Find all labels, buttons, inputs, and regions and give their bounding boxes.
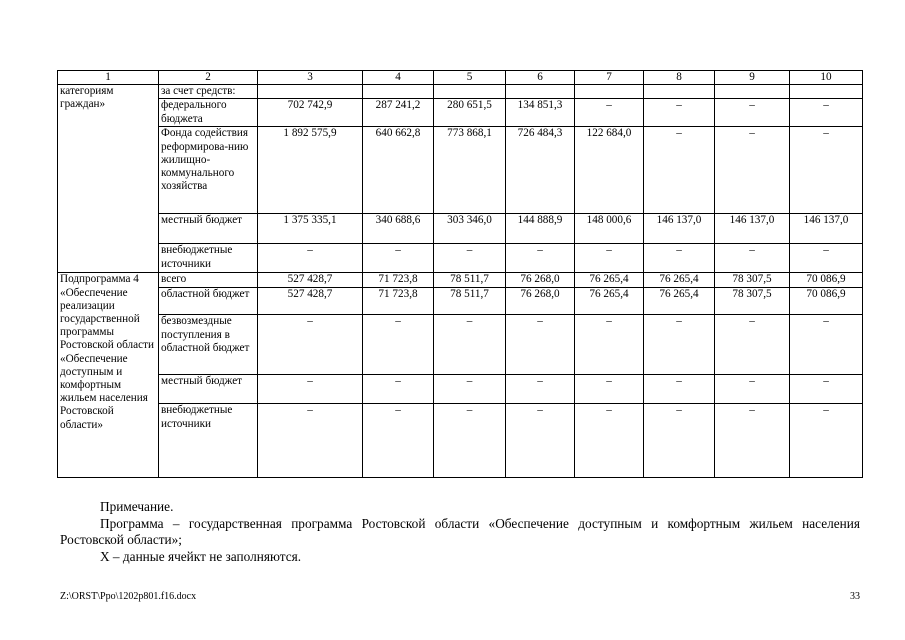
value-cell: –: [575, 315, 644, 375]
value-cell: –: [715, 127, 790, 214]
table-row: [58, 375, 863, 404]
page-number: 33: [850, 591, 860, 602]
value-cell: –: [790, 404, 863, 478]
value-cell: 78 511,7: [434, 273, 506, 288]
header-cell: 5: [434, 71, 506, 85]
value-cell: –: [644, 99, 715, 127]
note-x: Х – данные ячейкт не заполняются.: [100, 549, 302, 564]
value-cell: 134 851,3: [506, 99, 575, 127]
value-cell: –: [715, 375, 790, 404]
table-row: [58, 127, 863, 214]
value-cell: [434, 85, 506, 99]
value-cell: 340 688,6: [363, 214, 434, 244]
value-cell: 122 684,0: [575, 127, 644, 214]
table-row: [58, 99, 863, 127]
header-cell: 3: [258, 71, 363, 85]
table-row: [58, 85, 863, 99]
value-cell: 76 265,4: [575, 288, 644, 315]
value-cell: –: [258, 375, 363, 404]
value-cell: –: [506, 244, 575, 273]
funding-source: Фонда содействия реформирова-нию жилищно-коммунального хозяйства: [159, 127, 258, 214]
value-cell: –: [644, 404, 715, 478]
table-row: [58, 214, 863, 244]
value-cell: –: [506, 404, 575, 478]
table-row: [58, 273, 863, 288]
value-cell: –: [790, 244, 863, 273]
value-cell: –: [715, 315, 790, 375]
value-cell: 726 484,3: [506, 127, 575, 214]
value-cell: –: [506, 375, 575, 404]
header-cell: 9: [715, 71, 790, 85]
footer-path: Z:\ORST\Ppo\1202p801.f16.docx: [60, 591, 197, 602]
funding-source: внебюджетные источники: [159, 244, 258, 273]
funding-source: всего: [159, 273, 258, 288]
value-cell: 146 137,0: [715, 214, 790, 244]
value-cell: 78 307,5: [715, 288, 790, 315]
value-cell: 1 375 335,1: [258, 214, 363, 244]
value-cell: –: [790, 315, 863, 375]
value-cell: [575, 85, 644, 99]
value-cell: –: [715, 99, 790, 127]
value-cell: 280 651,5: [434, 99, 506, 127]
value-cell: [790, 85, 863, 99]
value-cell: 71 723,8: [363, 288, 434, 315]
value-cell: 702 742,9: [258, 99, 363, 127]
value-cell: 76 265,4: [575, 273, 644, 288]
value-cell: –: [644, 375, 715, 404]
header-cell: 4: [363, 71, 434, 85]
funding-source: безвозмездные поступления в областной бюджет: [159, 315, 258, 375]
value-cell: [644, 85, 715, 99]
value-cell: 773 868,1: [434, 127, 506, 214]
value-cell: –: [506, 315, 575, 375]
value-cell: –: [434, 315, 506, 375]
row-group-label: Подпрограмма 4 «Обеспечение реализации государственной программы Ростовской области «Обеспечение доступным и комфортным жильем населения Ростовской области»: [58, 273, 159, 478]
value-cell: 76 265,4: [644, 273, 715, 288]
value-cell: [363, 85, 434, 99]
value-cell: 146 137,0: [644, 214, 715, 244]
value-cell: –: [644, 244, 715, 273]
value-cell: 76 265,4: [644, 288, 715, 315]
value-cell: 76 268,0: [506, 273, 575, 288]
value-cell: 76 268,0: [506, 288, 575, 315]
value-cell: –: [790, 375, 863, 404]
value-cell: –: [575, 404, 644, 478]
header-cell: 1: [58, 71, 159, 85]
funding-source: за счет средств:: [159, 85, 258, 99]
value-cell: –: [363, 315, 434, 375]
value-cell: –: [434, 244, 506, 273]
value-cell: [715, 85, 790, 99]
table-row: [58, 288, 863, 315]
value-cell: 640 662,8: [363, 127, 434, 214]
funding-source: областной бюджет: [159, 288, 258, 315]
value-cell: –: [434, 375, 506, 404]
value-cell: 146 137,0: [790, 214, 863, 244]
value-cell: –: [575, 99, 644, 127]
value-cell: 70 086,9: [790, 288, 863, 315]
value-cell: [506, 85, 575, 99]
value-cell: –: [363, 244, 434, 273]
table-row: [58, 404, 863, 478]
header-cell: 8: [644, 71, 715, 85]
value-cell: –: [644, 315, 715, 375]
header-cell: 6: [506, 71, 575, 85]
note-title: Примечание.: [100, 499, 174, 514]
value-cell: –: [258, 315, 363, 375]
value-cell: –: [575, 244, 644, 273]
table-row: [58, 244, 863, 273]
value-cell: 70 086,9: [790, 273, 863, 288]
value-cell: –: [363, 404, 434, 478]
header-cell: 7: [575, 71, 644, 85]
value-cell: –: [258, 244, 363, 273]
value-cell: 71 723,8: [363, 273, 434, 288]
funding-source: местный бюджет: [159, 375, 258, 404]
value-cell: –: [790, 127, 863, 214]
value-cell: –: [258, 404, 363, 478]
value-cell: 1 892 575,9: [258, 127, 363, 214]
value-cell: –: [715, 244, 790, 273]
header-cell: 10: [790, 71, 863, 85]
value-cell: 527 428,7: [258, 273, 363, 288]
value-cell: –: [363, 375, 434, 404]
header-cell: 2: [159, 71, 258, 85]
row-group-label: категориям граждан»: [58, 85, 159, 273]
header-row: [58, 71, 863, 85]
value-cell: –: [790, 99, 863, 127]
value-cell: –: [715, 404, 790, 478]
value-cell: [258, 85, 363, 99]
funding-source: внебюджетные источники: [159, 404, 258, 478]
value-cell: 148 000,6: [575, 214, 644, 244]
value-cell: –: [644, 127, 715, 214]
table-row: [58, 315, 863, 375]
value-cell: 78 511,7: [434, 288, 506, 315]
funding-source: федерального бюджета: [159, 99, 258, 127]
funding-source: местный бюджет: [159, 214, 258, 244]
budget-table: [57, 70, 863, 478]
value-cell: 527 428,7: [258, 288, 363, 315]
value-cell: –: [575, 375, 644, 404]
value-cell: 303 346,0: [434, 214, 506, 244]
value-cell: –: [434, 404, 506, 478]
note-program: Программа – государственная программа Ростовской области «Обеспечение доступным и комфортным жильем населения Ростовской области»;: [60, 516, 860, 547]
value-cell: 78 307,5: [715, 273, 790, 288]
value-cell: 287 241,2: [363, 99, 434, 127]
value-cell: 144 888,9: [506, 214, 575, 244]
